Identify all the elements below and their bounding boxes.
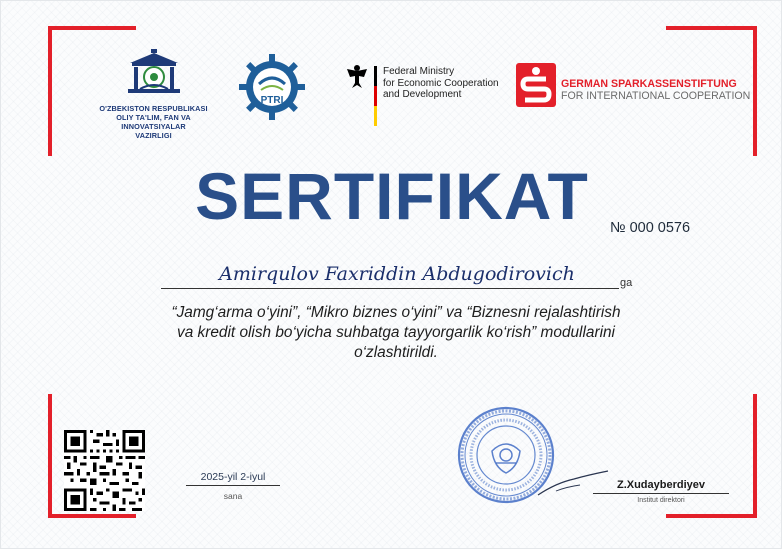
ptri-gear-emblem-icon bbox=[239, 54, 305, 120]
date-label: sana bbox=[223, 491, 243, 501]
recipient-name: Amirqulov Faxriddin Abdugodirovich bbox=[219, 263, 575, 285]
ministry-building-icon bbox=[124, 49, 184, 97]
issue-date: 2025-yil 2-iyul bbox=[200, 471, 266, 483]
corner-frame-bottom-right bbox=[666, 514, 757, 518]
certificate-title: SERTIFIKAT bbox=[195, 159, 589, 233]
bmz-logo bbox=[345, 63, 505, 125]
corner-frame-bottom-left bbox=[48, 514, 136, 518]
bmz-name-line: Federal Ministry bbox=[383, 66, 455, 77]
ptri-logo bbox=[239, 54, 305, 120]
qr-code-icon bbox=[64, 430, 145, 511]
certificate-body bbox=[81, 303, 711, 363]
body-line: o‘zlashtirildi. bbox=[354, 344, 438, 361]
ministry-logo bbox=[96, 49, 211, 140]
body-line: “Jamg‘arma o‘yini”, “Mikro biznes o‘yini” va “Biznesni rejalashtirish bbox=[171, 304, 621, 321]
recipient-suffix: ga bbox=[620, 277, 633, 289]
sparkasse-name-line2: FOR INTERNATIONAL COOPERATION bbox=[561, 90, 751, 102]
director-role: Institut direktori bbox=[637, 497, 685, 504]
ptri-label: PTRI bbox=[260, 95, 284, 106]
sparkasse-logo bbox=[516, 63, 756, 111]
bmz-name-line: for Economic Cooperation bbox=[383, 77, 499, 89]
sparkasse-name-line1: GERMAN SPARKASSENSTIFTUNG bbox=[561, 78, 737, 90]
bmz-name-line: and Development bbox=[383, 89, 462, 100]
director-name: Z.Xudayberdiyev bbox=[616, 479, 706, 491]
corner-frame-top-right bbox=[666, 26, 757, 30]
ministry-name-line: OLIY TA'LIM, FAN VA INNOVATSIYALAR bbox=[116, 113, 191, 131]
bmz-name bbox=[383, 66, 499, 101]
body-line: va kredit olish bo‘yicha suhbatga tayyorgarlik ko‘rish” modullarini bbox=[177, 324, 615, 341]
recipient-underline bbox=[161, 288, 619, 289]
german-flag-bar bbox=[374, 66, 377, 126]
corner-frame-top-left bbox=[48, 26, 136, 30]
ministry-name-line: O'ZBEKISTON RESPUBLIKASI bbox=[99, 104, 208, 113]
german-eagle-icon bbox=[345, 63, 369, 89]
corner-frame-bottom-left-vertical bbox=[48, 394, 52, 518]
ministry-name-line: VAZIRLIGI bbox=[135, 131, 172, 140]
date-underline bbox=[186, 485, 280, 486]
sparkasse-s-icon bbox=[516, 63, 556, 107]
sparkasse-name bbox=[561, 78, 750, 102]
director-underline bbox=[593, 493, 729, 494]
corner-frame-bottom-right-vertical bbox=[753, 394, 757, 518]
ministry-name bbox=[96, 104, 211, 140]
corner-frame-top-left-vertical bbox=[48, 26, 52, 156]
certificate-number: № 000 0576 bbox=[610, 220, 691, 236]
